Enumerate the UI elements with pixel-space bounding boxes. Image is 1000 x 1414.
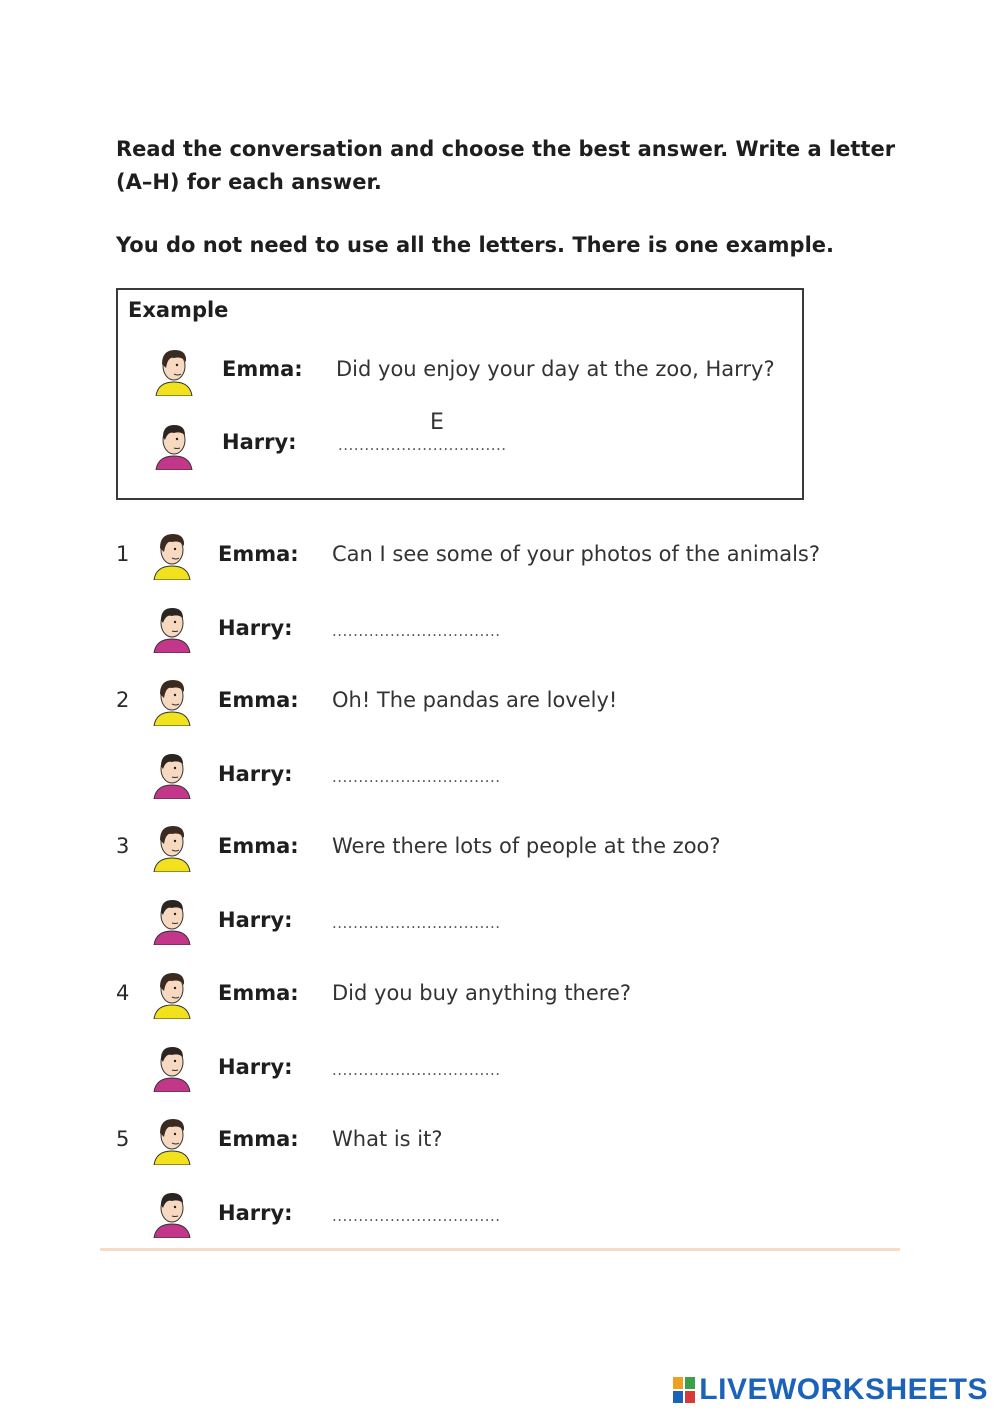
- emma-label: Emma:: [218, 1127, 299, 1151]
- instruction-line-2: (A–H) for each answer.: [116, 170, 382, 194]
- emma-label: Emma:: [218, 981, 299, 1005]
- example-harry-label: Harry:: [222, 430, 297, 454]
- harry-avatar-icon: [148, 603, 196, 653]
- answer-blank[interactable]: ................................: [332, 1061, 501, 1079]
- instruction-line-3: You do not need to use all the letters. There is one example.: [116, 233, 835, 257]
- question-number: 2: [116, 688, 130, 712]
- emma-label: Emma:: [218, 834, 299, 858]
- question-number: 4: [116, 981, 130, 1005]
- emma-avatar-icon: [150, 346, 198, 396]
- harry-avatar-icon: [150, 420, 198, 470]
- emma-avatar-icon: [148, 676, 196, 726]
- question-5-harry: [116, 1188, 896, 1240]
- question-3-emma: [116, 822, 896, 874]
- emma-text: Oh! The pandas are lovely!: [332, 688, 618, 712]
- answer-blank[interactable]: ................................: [332, 622, 501, 640]
- emma-label: Emma:: [218, 688, 299, 712]
- emma-label: Emma:: [218, 542, 299, 566]
- emma-text: Can I see some of your photos of the animals?: [332, 542, 820, 566]
- bottom-divider: [100, 1248, 900, 1251]
- answer-blank[interactable]: ................................: [332, 1207, 501, 1225]
- example-blank: ................................: [338, 436, 507, 454]
- question-4-harry: [116, 1042, 896, 1094]
- emma-text: Did you buy anything there?: [332, 981, 632, 1005]
- example-emma-label: Emma:: [222, 357, 303, 381]
- question-number: 1: [116, 542, 130, 566]
- answer-blank[interactable]: ................................: [332, 768, 501, 786]
- emma-avatar-icon: [148, 969, 196, 1019]
- answer-blank[interactable]: ................................: [332, 914, 501, 932]
- emma-avatar-icon: [148, 530, 196, 580]
- harry-avatar-icon: [148, 895, 196, 945]
- emma-text: Were there lots of people at the zoo?: [332, 834, 721, 858]
- harry-label: Harry:: [218, 762, 293, 786]
- example-title: Example: [128, 298, 229, 322]
- question-3-harry: [116, 895, 896, 947]
- liveworksheets-logo-icon: [673, 1377, 695, 1403]
- question-1-harry: [116, 603, 896, 655]
- harry-avatar-icon: [148, 749, 196, 799]
- example-emma-text: Did you enjoy your day at the zoo, Harry?: [336, 357, 775, 381]
- question-number: 5: [116, 1127, 130, 1151]
- instructions: [116, 133, 916, 199]
- emma-text: What is it?: [332, 1127, 443, 1151]
- harry-label: Harry:: [218, 616, 293, 640]
- question-5-emma: [116, 1115, 896, 1167]
- harry-avatar-icon: [148, 1042, 196, 1092]
- example-box: [116, 288, 804, 500]
- liveworksheets-logo[interactable]: [673, 1373, 988, 1407]
- harry-label: Harry:: [218, 1055, 293, 1079]
- emma-avatar-icon: [148, 822, 196, 872]
- harry-label: Harry:: [218, 908, 293, 932]
- question-2-emma: [116, 676, 896, 728]
- question-1-emma: [116, 530, 896, 582]
- harry-label: Harry:: [218, 1201, 293, 1225]
- question-4-emma: [116, 969, 896, 1021]
- brand-name: LIVEWORKSHEETS: [699, 1373, 988, 1406]
- example-answer: E: [430, 410, 444, 435]
- question-number: 3: [116, 834, 130, 858]
- question-2-harry: [116, 749, 896, 801]
- harry-avatar-icon: [148, 1188, 196, 1238]
- emma-avatar-icon: [148, 1115, 196, 1165]
- instruction-line-1: Read the conversation and choose the best answer. Write a letter: [116, 137, 896, 161]
